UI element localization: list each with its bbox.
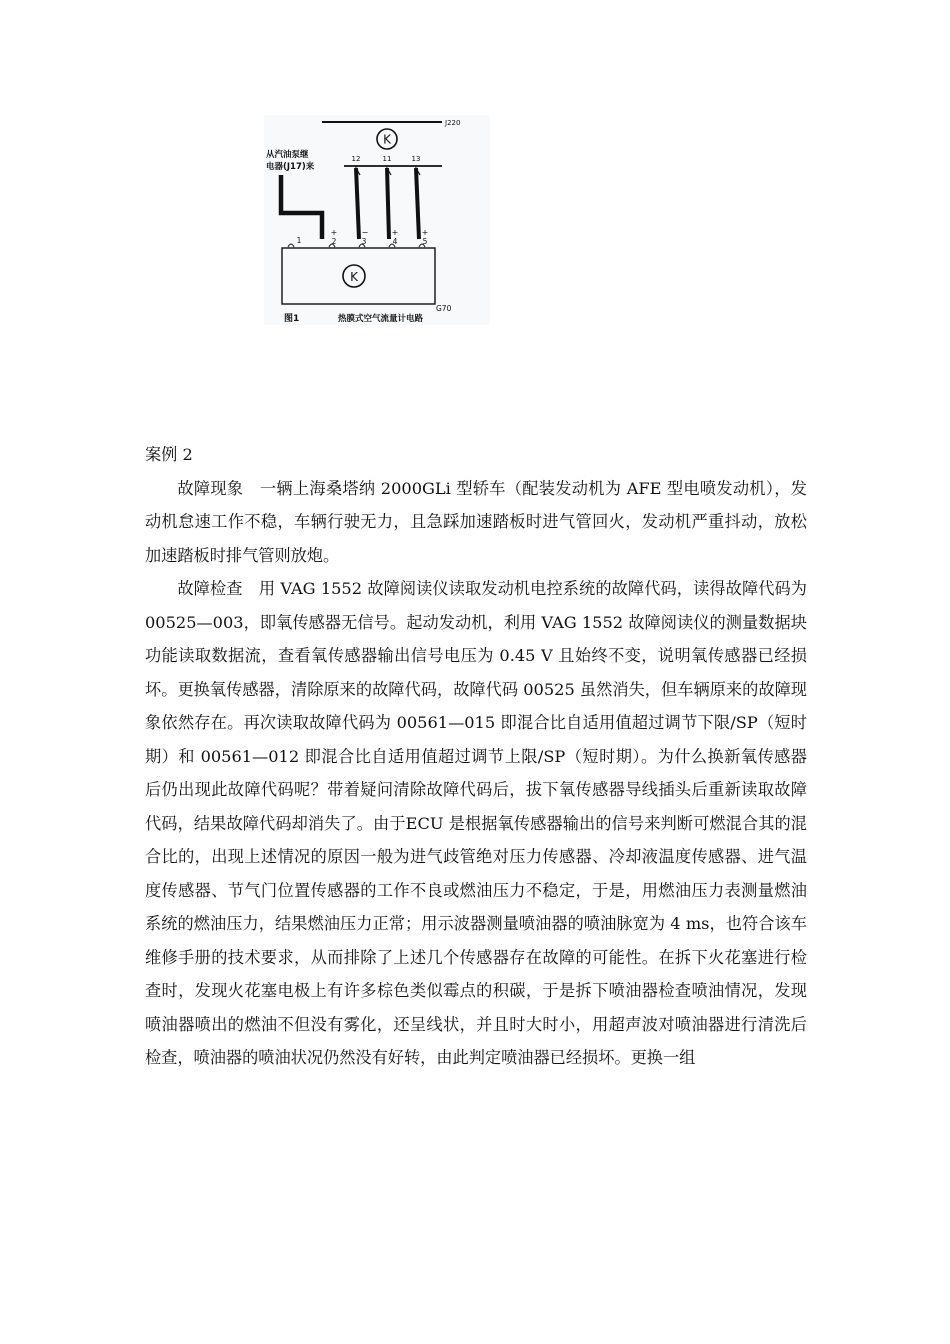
pin-number: 5 xyxy=(422,237,428,246)
pin-number: 3 xyxy=(361,237,367,246)
circuit-diagram-figure xyxy=(264,115,490,325)
pin-number: 4 xyxy=(392,237,398,246)
document-body xyxy=(145,438,807,1075)
meter-k-letter: K xyxy=(350,270,358,284)
source-label-line1: 从汽油泵继 xyxy=(266,150,309,160)
ecu-label: J220 xyxy=(445,119,461,127)
pin-sign: − xyxy=(361,228,369,237)
air-flow-meter-box xyxy=(282,248,435,304)
pin-sign: + xyxy=(421,228,429,237)
wire-label: 13 xyxy=(411,155,421,163)
pin-number: 1 xyxy=(296,236,302,245)
paragraph-fault-check: 故障检查 用 VAG 1552 故障阅读仪读取发动机电控系统的故障代码，读得故障代码为 00525—003，即氧传感器无信号。起动发动机，利用 VAG 1552 故障阅读仪的测量数据块功能读取数据流，查看氧传感器输出信号电压为 0.45 V 且始终不变，说明氧传感器已经损坏。更换氧传感器，清除原来的故障代码，故障代码 00525 虽然消失，但车辆原来的故障现象依然存在。再次读取故障代码为 00561—015 即混合比自适用值超过调节下限/SP（短时期）和 00561—012 即混合比自适用值超过调节上限/SP（短时期）。为什么换新氧传感器后仍出现此故障代码呢？带着疑问清除故障代码后，拔下氧传感器导线插头后重新读取故障代码，结果故障代码却消失了。由于ECU 是根据氧传感器输出的信号来判断可燃混合其的混合比的，出现上述情况的原因一般为进气歧管绝对压力传感器、冷却液温度传感器、进气温度传感器、节气门位置传感器的工作不良或燃油压力不稳定，于是，用燃油压力表测量燃油系统的燃油压力，结果燃油压力正常；用示波器测量喷油器的喷油脉宽为 4 ms，也符合该车维修手册的技术要求，从而排除了上述几个传感器存在故障的可能性。在拆下火花塞进行检查时，发现火花塞电极上有许多棕色类似霉点的积碳，于是拆下喷油器检查喷油情况，发现喷油器喷出的燃油不但没有雾化，还呈线状，并且时大时小，用超声波对喷油器进行清洗后检查，喷油器的喷油状况仍然没有好转，由此判定喷油器已经损坏。更换一组 xyxy=(145,579,807,1067)
source-label-line2: 电器(J17)来 xyxy=(266,162,315,172)
pin-connectors xyxy=(288,244,425,247)
pin-sign: + xyxy=(330,228,338,237)
wire-label: 12 xyxy=(351,155,361,163)
component-label: G70 xyxy=(436,304,452,313)
air-flow-meter-circuit xyxy=(264,115,490,325)
paragraph-fault-symptom: 故障现象 一辆上海桑塔纳 2000GLi 型轿车（配装发动机为 AFE 型电喷发动机），发动机怠速工作不稳，车辆行驶无力，且急踩加速踏板时进气管回火，发动机严重抖动，放松加速踏板时排气管则放炮。 xyxy=(145,478,807,565)
pin-number: 2 xyxy=(331,237,337,246)
case-title: 案例 2 xyxy=(145,445,193,464)
power-wire xyxy=(281,175,322,239)
wire-label: 11 xyxy=(382,155,392,163)
figure-caption: 热膜式空气流量计电路 xyxy=(338,314,424,324)
ecu-k-letter: K xyxy=(383,132,391,147)
figure-number: 图1 xyxy=(284,314,300,324)
pin-sign: + xyxy=(391,228,399,237)
